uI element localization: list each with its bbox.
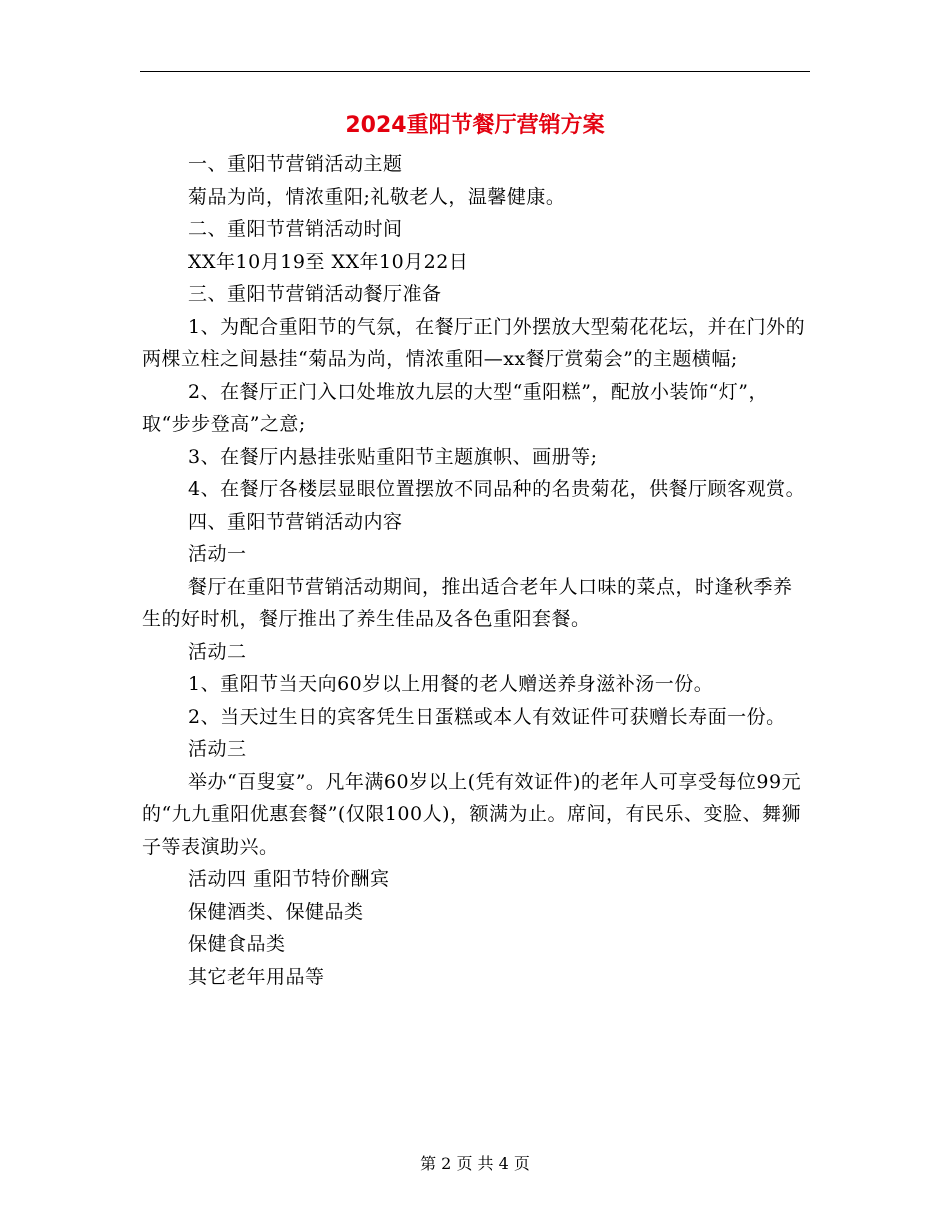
paragraph: 2、当天过生日的宾客凭生日蛋糕或本人有效证件可获赠长寿面一份。 [188, 705, 786, 728]
document-body [142, 148, 810, 993]
activity-heading: 活动一 [188, 543, 247, 565]
activity-heading: 活动三 [188, 738, 247, 760]
activity-heading: 活动二 [188, 640, 247, 663]
header-rule [140, 71, 810, 72]
paragraph: 1、重阳节当天向60岁以上用餐的老人赠送养身滋补汤一份。 [188, 673, 714, 695]
paragraph: 4、在餐厅各楼层显眼位置摆放不同品种的名贵菊花，供餐厅顾客观赏。 [188, 478, 806, 500]
list-item: 保健食品类 [188, 933, 286, 955]
section-heading-time: 二、重阳节营销活动时间 [188, 218, 403, 240]
page-number: 第 2 页 共 4 页 [420, 1154, 530, 1173]
section-heading-content: 四、重阳节营销活动内容 [188, 510, 403, 533]
section-heading-theme: 一、重阳节营销活动主题 [188, 153, 403, 175]
paragraph: 3、在餐厅内悬挂张贴重阳节主题旗帜、画册等; [188, 445, 598, 468]
paragraph: 餐厅在重阳节营销活动期间，推出适合老年人口味的菜点，时逢秋季养生的好时机，餐厅推出了养生佳品及各色重阳套餐。 [142, 575, 793, 630]
paragraph: 1、为配合重阳节的气氛，在餐厅正门外摆放大型菊花花坛，并在门外的两棵立柱之间悬挂“菊品为尚，情浓重阳—xx餐厅赏菊会”的主题横幅; [142, 315, 806, 370]
list-item: 保健酒类、保健品类 [188, 900, 364, 923]
activity-heading: 活动四 重阳节特价酬宾 [188, 868, 390, 890]
section-heading-preparation: 三、重阳节营销活动餐厅准备 [188, 283, 442, 305]
paragraph: 2、在餐厅正门入口处堆放九层的大型“重阳糕”，配放小装饰“灯”，取“步步登高”之意; [142, 380, 768, 435]
document-title: 2024重阳节餐厅营销方案 [345, 113, 605, 138]
list-item: 其它老年用品等 [188, 965, 325, 988]
paragraph: XX年10月19至 XX年10月22日 [188, 250, 469, 273]
paragraph: 举办“百叟宴”。凡年满60岁以上(凭有效证件)的老年人可享受每位99元的“九九重阳优惠套餐”(仅限100人)，额满为止。席间，有民乐、变脸、舞狮子等表演助兴。 [142, 770, 802, 858]
paragraph: 菊品为尚，情浓重阳;礼敬老人，温馨健康。 [188, 185, 566, 208]
